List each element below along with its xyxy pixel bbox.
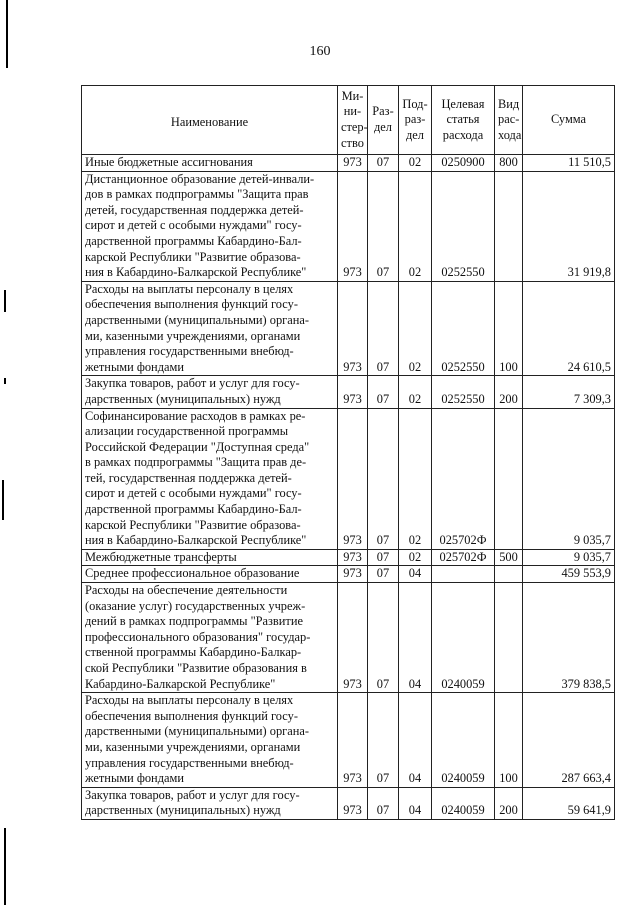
cell-section: 07 <box>368 281 399 376</box>
table-row <box>82 693 615 788</box>
table-row <box>82 376 615 408</box>
cell-amount: 9 035,7 <box>523 549 615 566</box>
cell-section: 07 <box>368 155 399 172</box>
cell-ministry: 973 <box>338 171 368 281</box>
cell-ministry: 973 <box>338 155 368 172</box>
cell-target-article: 025702Ф <box>432 408 495 549</box>
header-row <box>82 86 615 155</box>
cell-name: Расходы на выплаты персоналу в целях обеспечения выполнения функций госу- дарственными (муниципальными) органа- ми, казенными учреждениями, органами управления государственными внебюд- жетными фондами <box>82 281 338 376</box>
cell-expense-type: 200 <box>495 787 523 819</box>
cell-subsection: 02 <box>399 155 432 172</box>
cell-subsection: 04 <box>399 693 432 788</box>
cell-subsection: 02 <box>399 408 432 549</box>
cell-expense-type <box>495 566 523 583</box>
table-row <box>82 155 615 172</box>
cell-subsection: 04 <box>399 566 432 583</box>
cell-target-article: 025702Ф <box>432 549 495 566</box>
header-name: Наименование <box>82 86 338 155</box>
cell-ministry: 973 <box>338 408 368 549</box>
cell-amount: 287 663,4 <box>523 693 615 788</box>
cell-amount: 7 309,3 <box>523 376 615 408</box>
cell-target-article: 0252550 <box>432 171 495 281</box>
cell-target-article: 0250900 <box>432 155 495 172</box>
scan-edge-mark <box>4 828 6 905</box>
cell-section: 07 <box>368 787 399 819</box>
table-row <box>82 408 615 549</box>
scan-edge-mark <box>6 0 8 68</box>
table-row <box>82 281 615 376</box>
cell-ministry: 973 <box>338 549 368 566</box>
cell-section: 07 <box>368 171 399 281</box>
cell-expense-type: 200 <box>495 376 523 408</box>
cell-section: 07 <box>368 549 399 566</box>
page-number: 160 <box>309 44 331 59</box>
budget-table <box>81 85 615 820</box>
cell-amount: 9 035,7 <box>523 408 615 549</box>
cell-section: 07 <box>368 693 399 788</box>
cell-target-article: 0252550 <box>432 376 495 408</box>
cell-target-article: 0240059 <box>432 787 495 819</box>
cell-target-article: 0240059 <box>432 583 495 693</box>
table-row <box>82 787 615 819</box>
table-row <box>82 566 615 583</box>
cell-subsection: 02 <box>399 281 432 376</box>
cell-expense-type: 100 <box>495 281 523 376</box>
cell-name: Межбюджетные трансферты <box>82 549 338 566</box>
cell-ministry: 973 <box>338 566 368 583</box>
cell-subsection: 04 <box>399 787 432 819</box>
cell-section: 07 <box>368 583 399 693</box>
cell-name: Закупка товаров, работ и услуг для госу- дарственных (муниципальных) нужд <box>82 376 338 408</box>
scan-edge-mark <box>2 480 4 520</box>
cell-ministry: 973 <box>338 693 368 788</box>
cell-name: Среднее профессиональное образование <box>82 566 338 583</box>
cell-expense-type <box>495 583 523 693</box>
cell-amount: 379 838,5 <box>523 583 615 693</box>
cell-name: Иные бюджетные ассигнования <box>82 155 338 172</box>
table-row <box>82 549 615 566</box>
cell-section: 07 <box>368 376 399 408</box>
table-body <box>82 155 615 820</box>
cell-expense-type <box>495 408 523 549</box>
cell-name: Закупка товаров, работ и услуг для госу- дарственных (муниципальных) нужд <box>82 787 338 819</box>
cell-amount: 31 919,8 <box>523 171 615 281</box>
cell-name: Расходы на обеспечение деятельности (оказание услуг) государственных учреж- дений в рамках подпрограммы "Развитие профессионального образования" государ- ственной программы Кабардино-Балкар- ской Республики "Развитие образования в Кабардино-Балкарской Республике" <box>82 583 338 693</box>
scan-edge-mark <box>4 290 6 312</box>
cell-ministry: 973 <box>338 583 368 693</box>
header-section: Раз- дел <box>368 86 399 155</box>
header-amount: Сумма <box>523 86 615 155</box>
table-row <box>82 583 615 693</box>
cell-subsection: 02 <box>399 549 432 566</box>
cell-subsection: 02 <box>399 376 432 408</box>
scan-edge-mark <box>4 378 6 384</box>
cell-ministry: 973 <box>338 376 368 408</box>
cell-expense-type <box>495 171 523 281</box>
cell-name: Расходы на выплаты персоналу в целях обеспечения выполнения функций госу- дарственными (муниципальными) органа- ми, казенными учреждениями, органами управления государственными внебюд- жетными фондами <box>82 693 338 788</box>
cell-subsection: 02 <box>399 171 432 281</box>
cell-ministry: 973 <box>338 281 368 376</box>
cell-section: 07 <box>368 408 399 549</box>
cell-amount: 459 553,9 <box>523 566 615 583</box>
cell-target-article <box>432 566 495 583</box>
cell-amount: 59 641,9 <box>523 787 615 819</box>
cell-ministry: 973 <box>338 787 368 819</box>
header-subsection: Под- раз- дел <box>399 86 432 155</box>
cell-expense-type: 100 <box>495 693 523 788</box>
cell-name: Софинансирование расходов в рамках ре- ализации государственной программы Российской Федерации "Доступная среда" в рамках подпрограммы "Защита прав де- тей, государственная поддержка детей- сирот и детей с особыми нуждами" госу- дарственной программы Кабардино-Бал- карской Республики "Развитие образова- ния в Кабардино-Балкарской Республике" <box>82 408 338 549</box>
cell-amount: 24 610,5 <box>523 281 615 376</box>
cell-target-article: 0252550 <box>432 281 495 376</box>
cell-section: 07 <box>368 566 399 583</box>
cell-target-article: 0240059 <box>432 693 495 788</box>
header-target-article: Целевая статья расхода <box>432 86 495 155</box>
header-expense-type: Вид рас- хода <box>495 86 523 155</box>
cell-name: Дистанционное образование детей-инвали- дов в рамках подпрограммы "Защита прав детей, государственная поддержка детей- сирот и детей с особыми нуждами" госу- дарственной программы Кабардино-Бал- карской Республики "Развитие образова- ния в Кабардино-Балкарской Республике" <box>82 171 338 281</box>
cell-subsection: 04 <box>399 583 432 693</box>
cell-amount: 11 510,5 <box>523 155 615 172</box>
header-ministry: Ми- ни- стер- ство <box>338 86 368 155</box>
cell-expense-type: 500 <box>495 549 523 566</box>
cell-expense-type: 800 <box>495 155 523 172</box>
table-row <box>82 171 615 281</box>
